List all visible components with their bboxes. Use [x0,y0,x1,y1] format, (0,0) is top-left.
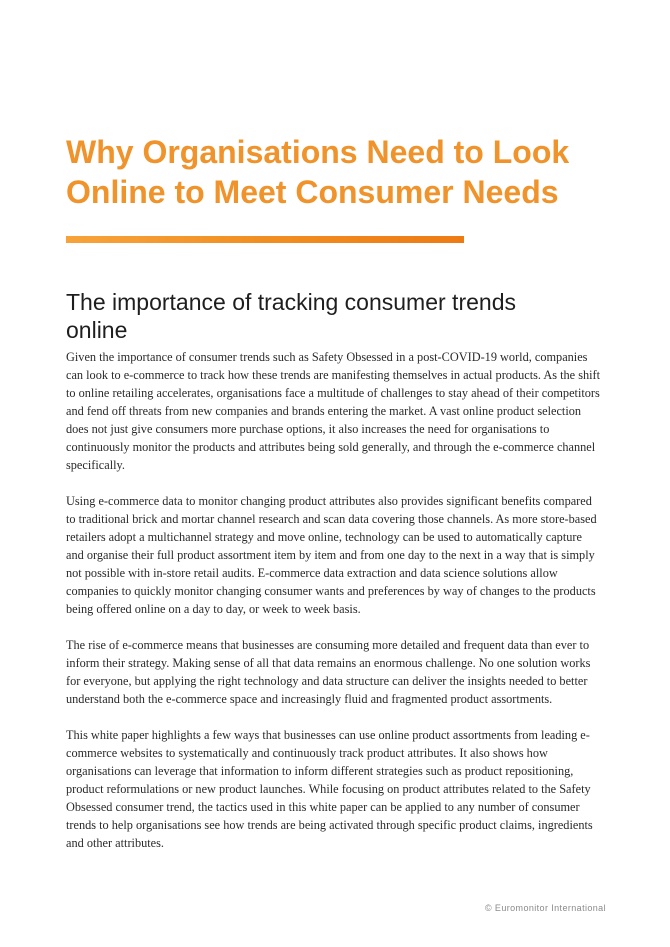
paragraph-4: This white paper highlights a few ways that businesses can use online product assortments from leading e-commerce websites to systematically and continuously track product attributes. It also shows how organisations can leverage that information to inform different strategies such as product repositioning, product reformulations or new product launches. While focusing on product attributes related to the Safety Obsessed consumer trend, the tactics used in this white paper can be applied to any number of consumer trends to help organisations see how trends are being activated through specific product claims, ingredients and other attributes. [66,728,593,850]
section-heading: The importance of tracking consumer trends online [66,289,516,343]
title-underline-rule [66,236,464,243]
copyright-footer: © Euromonitor International [485,903,606,913]
paragraph-1: Given the importance of consumer trends such as Safety Obsessed in a post-COVID-19 world, companies can look to e-commerce to track how these trends are manifesting themselves in actual products. As the shift to online retailing accelerates, organisations face a multitude of challenges to stay ahead of their competitors and fend off threats from new companies and brands entering the market. A vast online product selection does not just give consumers more purchase options, it also increases the need for organisations to continuously monitor the products and attributes being sold generally, and through the e-commerce channel specifically. [66,350,601,472]
paragraph-2: Using e-commerce data to monitor changing product attributes also provides significant benefits compared to traditional brick and mortar channel research and scan data covering those channels. As more store-based retailers adopt a multichannel strategy and move online, technology can be used to automatically capture and organise their full product assortment item by item and from one day to the next in a way that is simply not possible with in-store retail audits. E-commerce data extraction and data science solutions allow companies to quickly monitor changing consumer wants and preferences by way of changes to the products being offered online on a day to day, or week to week basis. [66,494,597,616]
body-text [66,348,602,870]
page-title: Why Organisations Need to Look Online to Meet Consumer Needs [66,134,570,210]
paragraph-3: The rise of e-commerce means that businesses are consuming more detailed and frequent data than ever to inform their strategy. Making sense of all that data remains an enormous challenge. No one solution works for everyone, but applying the right technology and data structure can deliver the insights needed to better understand both the e-commerce space and increasingly fluid and fragmented product assortments. [66,638,591,706]
